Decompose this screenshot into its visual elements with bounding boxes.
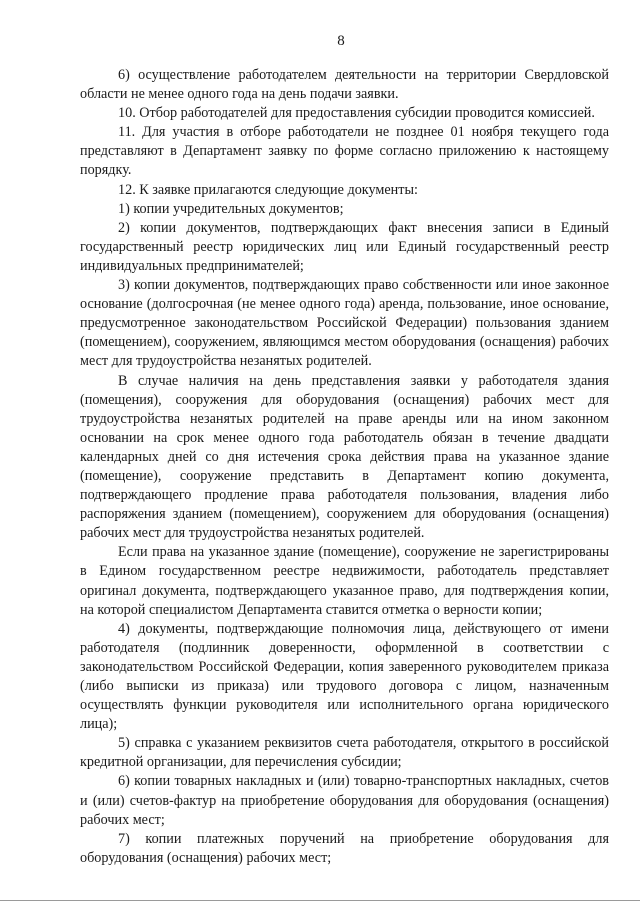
page-bottom-edge	[0, 900, 640, 901]
list-item-2-registry-docs: 2) копии документов, подтверждающих факт внесения записи в Единый государственный реестр юридических лиц или Единый государственный реестр индивидуальных предпринимателей;	[80, 219, 609, 274]
list-item-7-payment-orders: 7) копии платежных поручений на приобретение оборудования для оборудования (оснащения) рабочих мест;	[80, 830, 609, 866]
paragraph-11-application: 11. Для участия в отборе работодатели не позднее 01 ноября текущего года представляют в Департамент заявку по форме согласно приложению к настоящему порядку.	[80, 124, 609, 179]
list-item-3-ownership-docs: 3) копии документов, подтверждающих право собственности или иное законное основание (долгосрочная (не менее одного года) аренда, пользование, иное основание, предусмотренное законодательством Российской Федерации) пользования зданием (помещением), сооружением, являющимся местом оборудования (оснащения) рабочих мест для трудоустройства незанятых родителей.	[80, 277, 609, 370]
document-body	[80, 66, 609, 868]
list-item-6-invoices: 6) копии товарных накладных и (или) товарно-транспортных накладных, счетов и (или) счетов-фактур на приобретение оборудования для оборудования (оснащения) рабочих мест;	[80, 773, 609, 828]
paragraph-item-6-activity: 6) осуществление работодателем деятельности на территории Свердловской области не менее одного года на день подачи заявки.	[80, 67, 609, 103]
list-item-4-authority-docs: 4) документы, подтверждающие полномочия лица, действующего от имени работодателя (подлинник доверенности, оформленной в соответствии с законодательством Российской Федерации, копия заверенного руководителем приказа (либо выписки из приказа) или трудового договора с лицом, назначенным осуществлять функции руководителя или исполнительного органа юридического лица);	[80, 620, 609, 733]
paragraph-unregistered-rights: Если права на указанное здание (помещение), сооружение не зарегистрированы в Едином государственном реестре недвижимости, работодатель представляет оригинал документа, подтверждающего указанное право, для подтверждения копии, на которой специалистом Департамента ставится отметка о верности копии;	[80, 544, 609, 618]
paragraph-lease-extension: В случае наличия на день представления заявки у работодателя здания (помещения), сооружения для оборудования (оснащения) рабочих мест для трудоустройства незанятых родителей на праве аренды или на ином законном основании на срок менее одного года работодатель обязан в течение двадцати календарных дней со дня истечения срока действия права на указанное здание (помещение), сооружение представить в Департамент копию документа, подтверждающего продление права работодателя пользования, владения либо распоряжения зданием (помещением), сооружением для оборудования (оснащения) рабочих мест для трудоустройства незанятых родителей.	[80, 372, 609, 542]
paragraph-10-selection: 10. Отбор работодателей для предоставления субсидии проводится комиссией.	[118, 105, 595, 122]
page-number: 8	[337, 33, 345, 49]
list-item-1-constituent-docs: 1) копии учредительных документов;	[118, 200, 344, 217]
paragraph-12-documents: 12. К заявке прилагаются следующие документы:	[118, 181, 418, 198]
list-item-5-bank-statement: 5) справка с указанием реквизитов счета работодателя, открытого в российской кредитной организации, для перечисления субсидии;	[80, 735, 609, 771]
